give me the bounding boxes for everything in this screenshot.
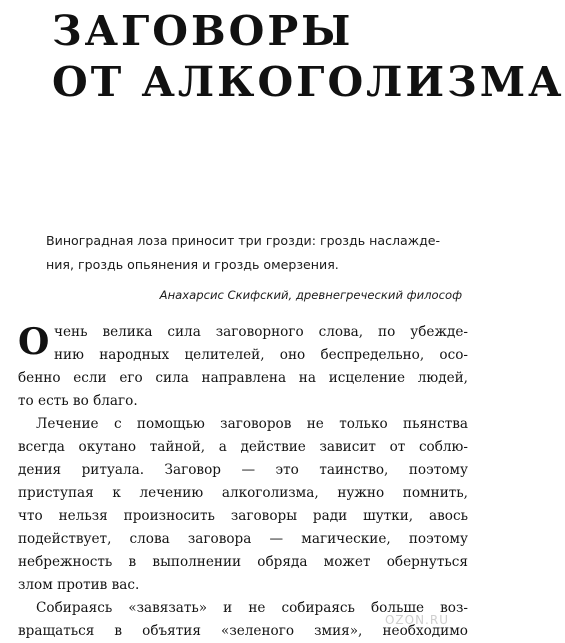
paragraph-1-line-2: нию народных целителей, оно беспредельно, осо- xyxy=(54,347,468,363)
paragraph-2-line-3: дения ритуала. Заговор — это таинство, поэтому xyxy=(18,462,468,478)
chapter-title xyxy=(52,6,565,108)
drop-cap: О xyxy=(18,321,50,363)
paragraph-2-line-6: подействует, слова заговора — магические, поэтому xyxy=(18,531,468,547)
paragraph-1-line-4: то есть во благо. xyxy=(18,393,138,409)
paragraph-2-line-7: небрежность в выполнении обряда может обернуться xyxy=(18,554,468,570)
paragraph-2-line-4: приступая к лечению алкоголизма, нужно помнить, xyxy=(18,485,468,501)
paragraph-3-line-2: вращаться в объятия «зеленого змия», необходимо xyxy=(18,623,468,639)
epigraph-attribution: Анахарсис Скифский, древнегреческий философ xyxy=(159,288,462,302)
paragraph-3-line-1: Собираясь «завязать» и не собираясь больше воз- xyxy=(36,600,468,616)
epigraph-line-2: ния, гроздь опьянения и гроздь омерзения. xyxy=(46,257,339,272)
paragraph-1 xyxy=(18,321,468,367)
paragraph-2-line-2: всегда окутано тайной, а действие зависит от соблю- xyxy=(18,439,468,455)
paragraph-2-line-5: что нельзя произносить заговоры ради шутки, авось xyxy=(18,508,468,524)
watermark-logo xyxy=(385,613,449,627)
chapter-title-line-1: ЗАГОВОРЫ xyxy=(52,7,354,55)
paragraph-2-line-8: злом против вас. xyxy=(18,577,140,593)
epigraph xyxy=(46,229,466,277)
chapter-title-line-2: ОТ АЛКОГОЛИЗМА xyxy=(52,58,565,106)
paragraph-1-line-1: чень велика сила заговорного слова, по убежде- xyxy=(54,324,468,340)
body-text xyxy=(18,321,468,643)
epigraph-line-1: Виноградная лоза приносит три грозди: гроздь наслажде- xyxy=(46,233,441,248)
watermark-text: OZON.RU xyxy=(384,613,449,627)
paragraph-1-line-3: бенно если его сила направлена на исцеление людей, xyxy=(18,370,468,386)
paragraph-2-line-1: Лечение с помощью заговоров не только пьянства xyxy=(36,416,468,432)
